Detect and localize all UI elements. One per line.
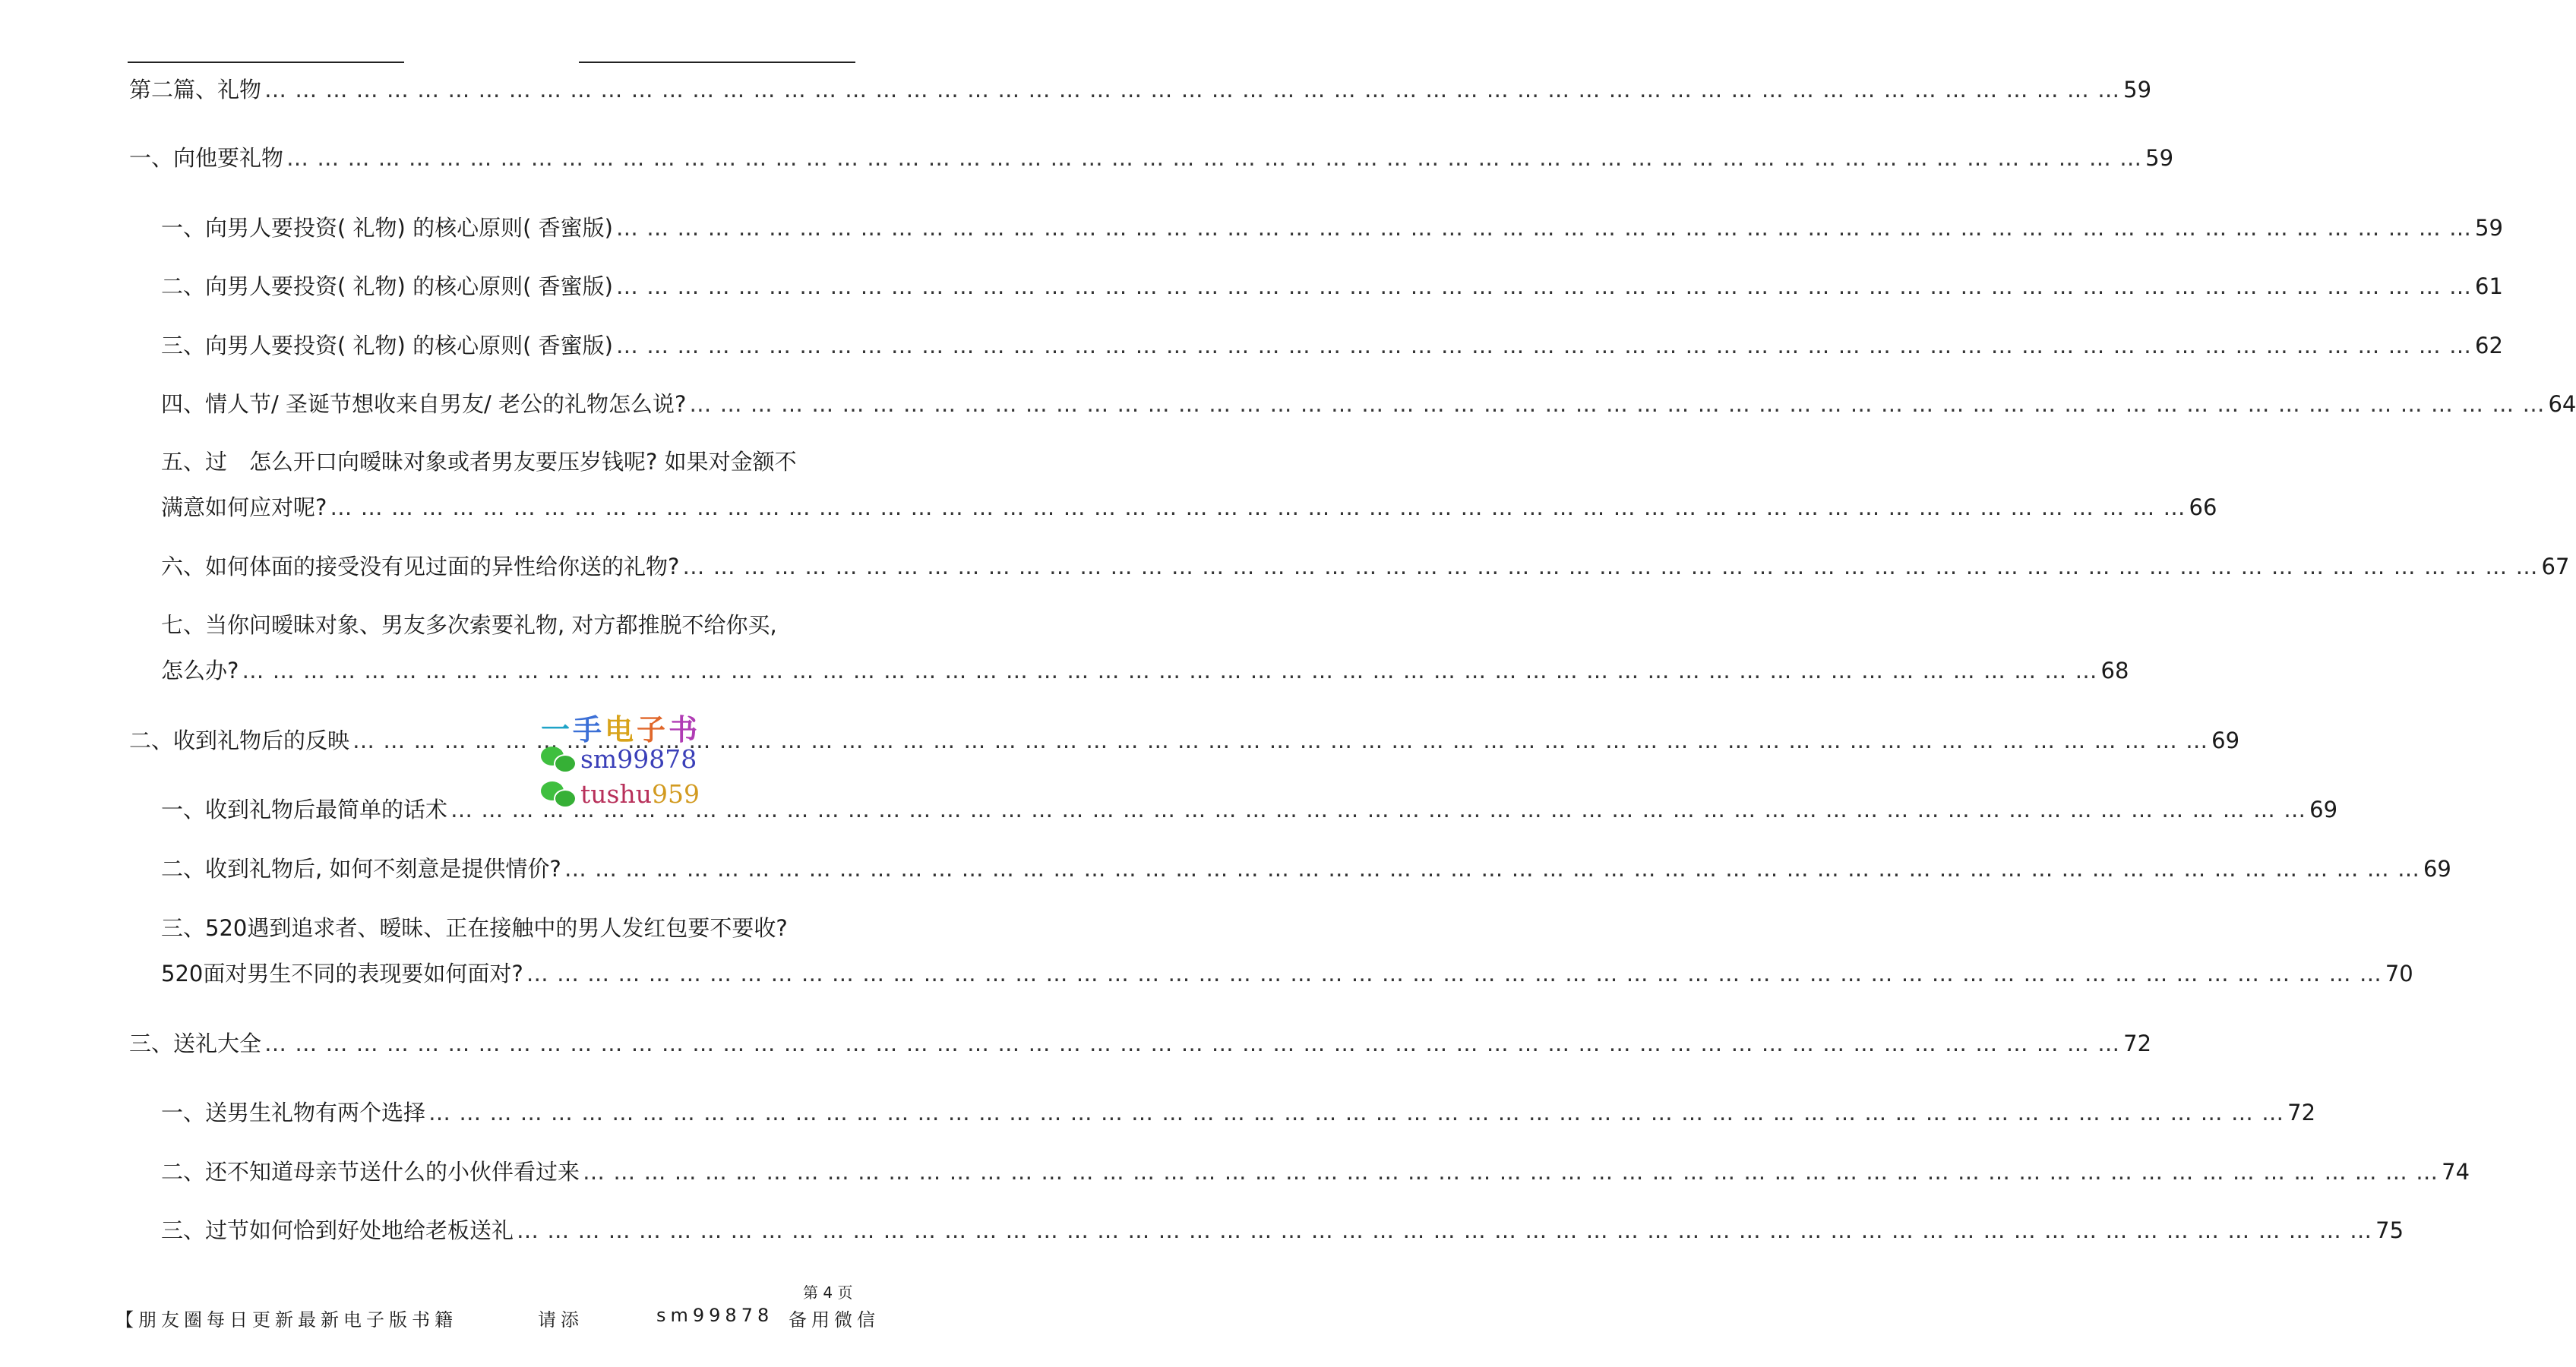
toc-leader-dots <box>616 330 2472 361</box>
watermark-id <box>580 779 700 809</box>
watermark-title-char: 一 <box>541 712 574 747</box>
toc-entry-page: 72 <box>2123 1031 2152 1056</box>
watermark-title <box>541 706 738 747</box>
footer-banner <box>115 1305 880 1331</box>
toc-leader-dots <box>583 1157 2439 1187</box>
toc-entry <box>129 725 2240 756</box>
toc-entry <box>161 551 2570 582</box>
toc-entry-title: 二、还不知道母亲节送什么的小伙伴看过来 <box>161 1159 580 1185</box>
watermark-line <box>541 741 738 776</box>
toc-entry-page: 61 <box>2475 273 2503 299</box>
toc-entry-title: 六、如何体面的接受没有见过面的异性给你送的礼物? <box>161 554 680 579</box>
toc-entry-page: 64 <box>2548 391 2576 417</box>
toc-entry-page: 62 <box>2475 333 2503 358</box>
toc-entry <box>161 854 2451 884</box>
page-number: 第 4 页 <box>803 1283 853 1302</box>
toc-leader-dots <box>517 1215 2372 1245</box>
toc-leader-dots <box>526 958 2382 989</box>
toc-entry-title: 一、送男生礼物有两个选择 <box>161 1100 426 1125</box>
toc-entry-page: 72 <box>2287 1100 2316 1125</box>
toc-entry-page: 70 <box>2385 961 2413 987</box>
toc-entry-title-line1: 七、当你问暧昧对象、男友多次索要礼物, 对方都推脱不给你买, <box>161 612 777 638</box>
toc-entry-title: 三、向男人要投资( 礼物) 的核心原则( 香蜜版) <box>161 333 613 358</box>
toc-entry <box>161 958 2413 989</box>
toc-entry <box>161 271 2503 301</box>
toc-entry-page: 59 <box>2123 77 2152 103</box>
footer-text: 请添 <box>538 1309 583 1331</box>
wechat-icon <box>541 780 576 807</box>
toc-entry-page: 59 <box>2475 215 2503 241</box>
toc-leader-dots <box>428 1097 2284 1128</box>
toc-entry-page: 67 <box>2541 554 2570 579</box>
watermark-title-char: 子 <box>637 712 669 747</box>
toc-entry-page: 69 <box>2423 856 2451 882</box>
toc-entry-page: 69 <box>2211 728 2240 753</box>
toc-leader-dots <box>264 1028 2120 1059</box>
toc-entry <box>161 492 2217 522</box>
watermark-title-char: 手 <box>573 712 605 747</box>
toc-entry-title: 二、向男人要投资( 礼物) 的核心原则( 香蜜版) <box>161 273 613 299</box>
toc-entry <box>161 389 2576 419</box>
toc-entry <box>161 330 2503 361</box>
toc-entry <box>129 74 2152 105</box>
toc-entry-title: 一、收到礼物后最简单的话术 <box>161 797 448 822</box>
toc-leader-dots <box>242 655 2097 686</box>
toc-entry <box>161 1157 2470 1187</box>
toc-entry-title: 二、收到礼物后的反映 <box>129 728 350 753</box>
watermark-title-char: 电 <box>605 712 637 747</box>
toc-entry-title: 三、送礼大全 <box>129 1031 262 1056</box>
toc-entry <box>161 1215 2404 1245</box>
toc-leader-dots <box>616 271 2472 301</box>
watermark <box>541 706 738 811</box>
header-rule-right <box>579 62 855 63</box>
toc-entry-page: 75 <box>2375 1217 2404 1243</box>
toc-leader-dots <box>682 551 2538 582</box>
toc-entry-page: 68 <box>2100 658 2129 684</box>
toc-entry-title-line1: 五、过 怎么开口向暧昧对象或者男友要压岁钱呢? 如果对金额不 <box>161 449 797 475</box>
toc-entry-title: 一、向他要礼物 <box>129 145 284 171</box>
toc-entry <box>129 143 2174 173</box>
toc-entry <box>161 655 2129 686</box>
watermark-id-part: 959 <box>651 778 700 809</box>
toc-entry-title: 520面对男生不同的表现要如何面对? <box>161 961 523 987</box>
watermark-id-part: tushu <box>580 778 652 809</box>
watermark-title-char: 书 <box>668 712 701 747</box>
watermark-id: sm99878 <box>580 743 697 774</box>
toc-leader-dots <box>264 74 2120 105</box>
toc-entry-title: 满意如何应对呢? <box>161 494 327 520</box>
toc-entry <box>161 794 2338 825</box>
toc-entry <box>161 1097 2316 1128</box>
toc-leader-dots <box>616 213 2472 243</box>
footer-text: sm99878 <box>656 1305 774 1326</box>
toc-entry-title: 怎么办? <box>161 658 239 684</box>
toc-entry-title: 一、向男人要投资( 礼物) 的核心原则( 香蜜版) <box>161 215 613 241</box>
toc-leader-dots <box>564 854 2420 884</box>
toc-entry-title: 四、情人节/ 圣诞节想收来自男友/ 老公的礼物怎么说? <box>161 391 687 417</box>
toc-entry-title-line1: 三、520遇到追求者、暧昧、正在接触中的男人发红包要不要收? <box>161 915 788 941</box>
toc-entry-page: 69 <box>2309 797 2338 822</box>
wechat-icon <box>541 745 576 772</box>
toc-entry-page: 74 <box>2442 1159 2470 1185</box>
toc-leader-dots <box>330 492 2186 522</box>
toc-entry-title: 第二篇、礼物 <box>129 77 262 103</box>
header-rule-left <box>128 62 404 63</box>
footer-text: 【朋友圈每日更新最新电子版书籍 <box>115 1309 457 1331</box>
toc-entry-title: 三、过节如何恰到好处地给老板送礼 <box>161 1217 514 1243</box>
toc-leader-dots <box>286 143 2142 173</box>
toc-leader-dots <box>689 389 2545 419</box>
toc-entry-page: 59 <box>2145 145 2174 171</box>
watermark-line <box>541 776 738 811</box>
toc-entry-page: 66 <box>2189 494 2217 520</box>
toc-entry <box>129 1028 2152 1059</box>
footer-text: 备用微信 <box>789 1309 880 1331</box>
toc-entry <box>161 213 2503 243</box>
toc-entry-title: 二、收到礼物后, 如何不刻意是提供情价? <box>161 856 561 882</box>
